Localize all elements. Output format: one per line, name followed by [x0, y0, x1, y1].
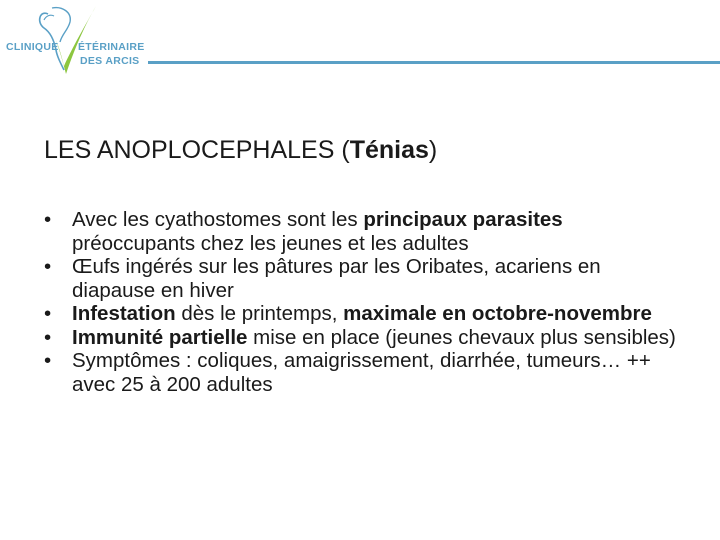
logo-text-clinique: CLINIQUE — [6, 41, 59, 53]
title-plain: LES ANOPLOCEPHALES ( — [44, 136, 350, 164]
logo-text-veterinaire: ÉTÉRINAIRE — [78, 41, 145, 53]
bullet-item — [44, 302, 684, 326]
bullet-item — [44, 255, 684, 302]
bullet-text-bold: maximale en octobre-novembre — [343, 302, 652, 325]
title-bold: Ténias — [349, 136, 429, 164]
bullet-text: Avec les cyathostomes sont les — [72, 208, 364, 231]
bullet-text: dès le printemps, — [175, 302, 344, 325]
bullet-item — [44, 349, 684, 396]
title-close: ) — [428, 136, 438, 164]
bullet-text-bold: Infestation — [72, 302, 176, 325]
bullet-list — [44, 208, 684, 396]
clinic-logo — [0, 0, 720, 90]
bullet-text-bold: principaux parasites — [363, 208, 563, 231]
bullet-item — [44, 326, 684, 350]
bullet-text: préoccupants chez les jeunes et les adultes — [72, 231, 469, 255]
bullet-text: mise en place (jeunes chevaux plus sensibles) — [247, 325, 676, 349]
bullet-text: Œufs ingérés sur les pâtures par les Oribates, acariens en diapause en hiver — [72, 255, 601, 302]
header-rule — [148, 61, 720, 64]
bullet-text-bold: Immunité partielle — [72, 325, 248, 349]
bullet-item — [44, 208, 684, 255]
bullet-text: Symptômes : coliques, amaigrissement, diarrhée, tumeurs… ++ avec 25 à 200 adultes — [72, 349, 651, 396]
logo-text-des-arcis: DES ARCIS — [80, 55, 140, 67]
slide-title — [44, 136, 437, 165]
